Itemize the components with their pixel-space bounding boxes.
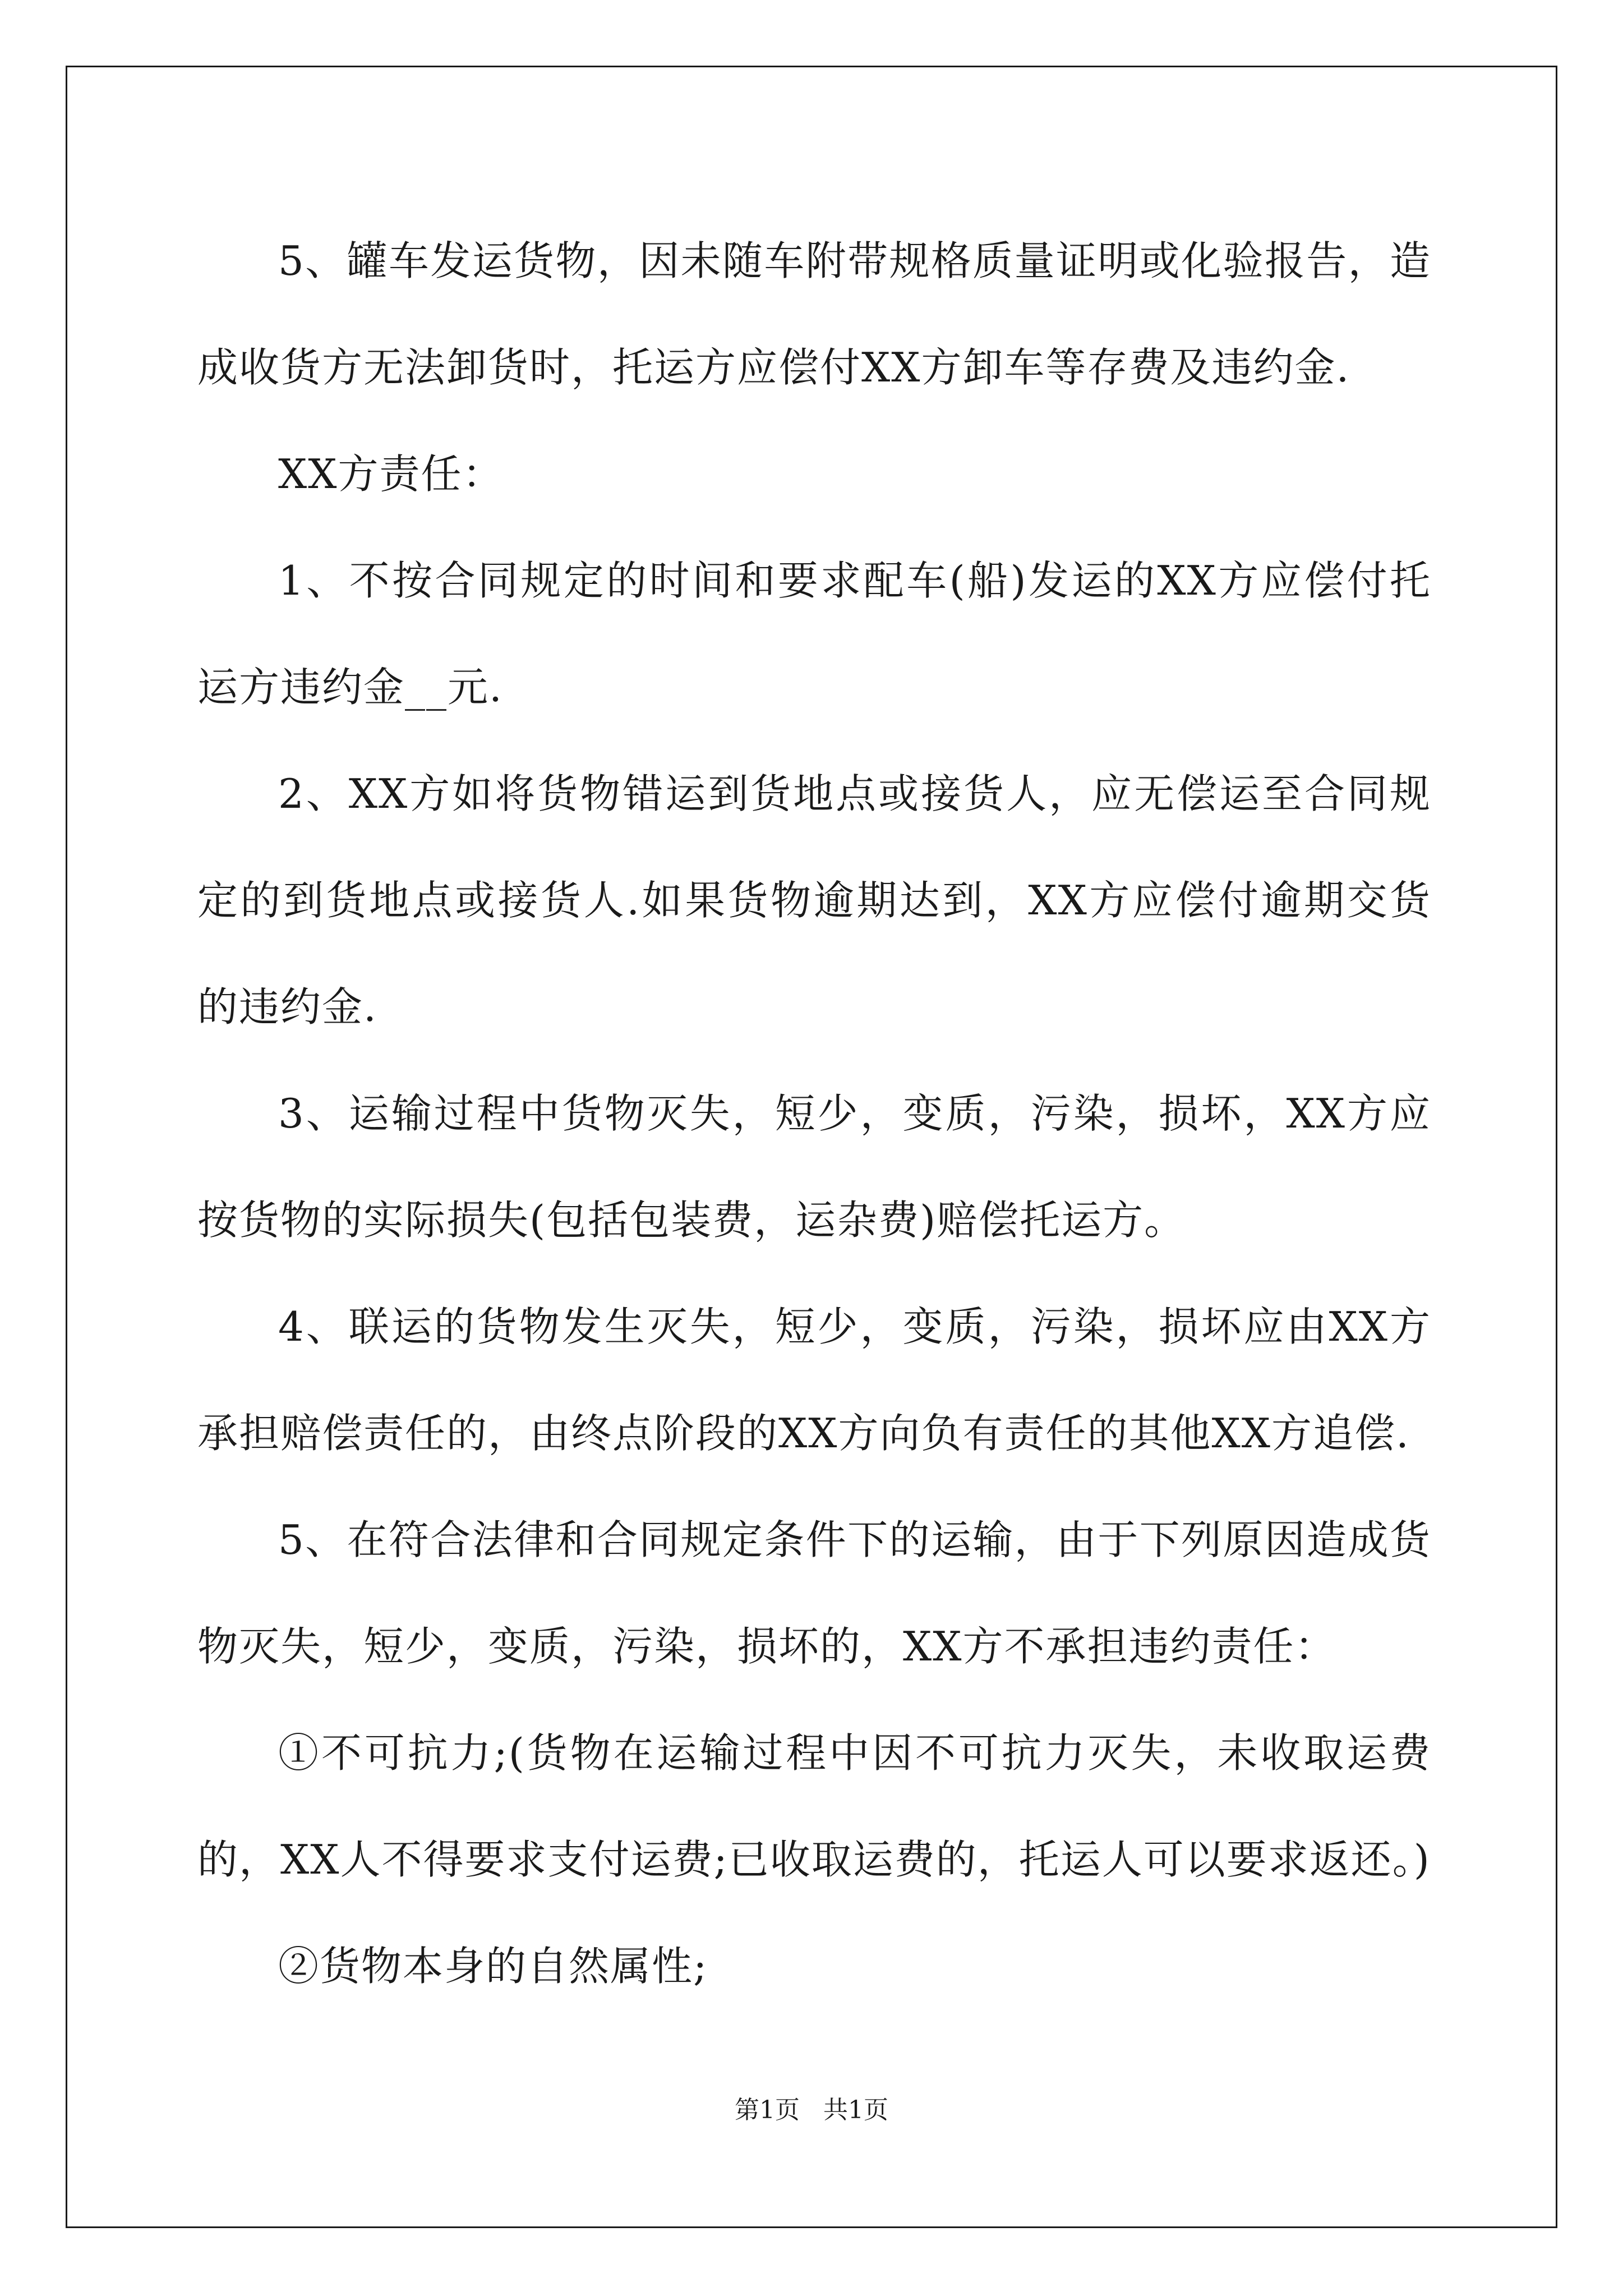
paragraph: 5、在符合法律和合同规定条件下的运输，由于下列原因造成货物灭失，短少，变质，污染，损坏的，XX方不承担违约责任： xyxy=(197,1516,1431,1670)
paragraph: 3、运输过程中货物灭失，短少，变质，污染，损坏，XX方应按货物的实际损失(包括包装费，运杂费)赔偿托运方。 xyxy=(197,1090,1431,1244)
paragraph: 4、联运的货物发生灭失，短少，变质，污染，损坏应由XX方承担赔偿责任的，由终点阶段的XX方向负有责任的其他XX方追偿. xyxy=(197,1303,1431,1457)
paragraph: 2、XX方如将货物错运到货地点或接货人，应无偿运至合同规定的到货地点或接货人.如果货物逾期达到，XX方应偿付逾期交货的违约金. xyxy=(197,770,1431,1030)
document-body xyxy=(197,208,1431,2019)
paragraph: XX方责任： xyxy=(278,450,504,498)
paragraph: ①不可抗力;(货物在运输过程中因不可抗力灭失，未收取运费的，XX人不得要求支付运费;已收取运费的，托运人可以要求返还。) xyxy=(197,1729,1431,1883)
page-number-footer: 第1页 共1页 xyxy=(735,2096,888,2124)
paragraph: 5、罐车发运货物，因未随车附带规格质量证明或化验报告，造成收货方无法卸货时，托运方应偿付XX方卸车等存费及违约金. xyxy=(197,237,1431,391)
paragraph: 1、不按合同规定的时间和要求配车(船)发运的XX方应偿付托运方违约金__元. xyxy=(197,557,1431,711)
paragraph: ②货物本身的自然属性; xyxy=(278,1943,708,1990)
